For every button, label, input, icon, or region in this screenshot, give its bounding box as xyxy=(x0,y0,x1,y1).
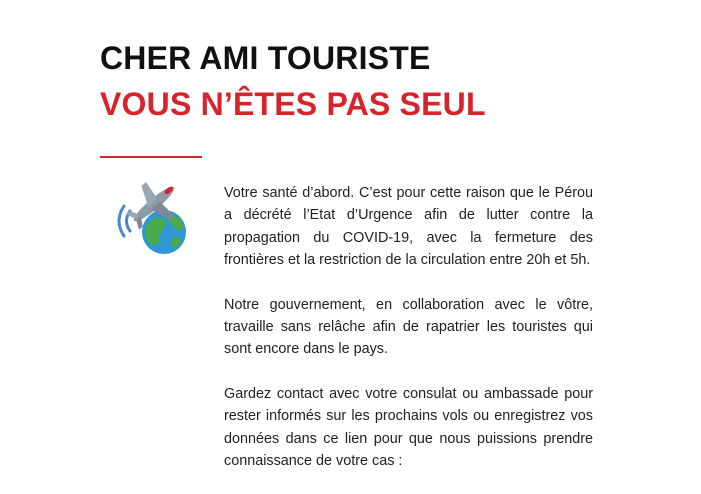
heading-line-1: CHER AMI TOURISTE xyxy=(100,40,431,76)
heading-line-2: VOUS N’ÊTES PAS SEUL xyxy=(100,86,486,122)
paragraph-government: Notre gouvernement, en collaboration avec le vôtre, travaille sans relâche afin de rapatrier les touristes qui sont encore dans le pays. xyxy=(224,296,593,358)
body-text xyxy=(224,182,593,494)
paragraph-health: Votre santé d’abord. C’est pour cette raison que le Pérou a décrété l’Etat d’Urgence afin de lutter contre la propagation du COVID-19, avec la fermeture des frontières et la restriction de la circulation entre 20h et 5h. xyxy=(224,185,593,269)
heading-divider xyxy=(100,156,202,158)
paragraph-contact: Gardez contact avec votre consulat ou ambassade pour rester informés sur les prochains vols ou enregistrez vos données dans ce lien pour que nous puissions prendre connaissance de votre cas : xyxy=(224,385,593,470)
travel-globe-plane-icon xyxy=(112,176,196,260)
